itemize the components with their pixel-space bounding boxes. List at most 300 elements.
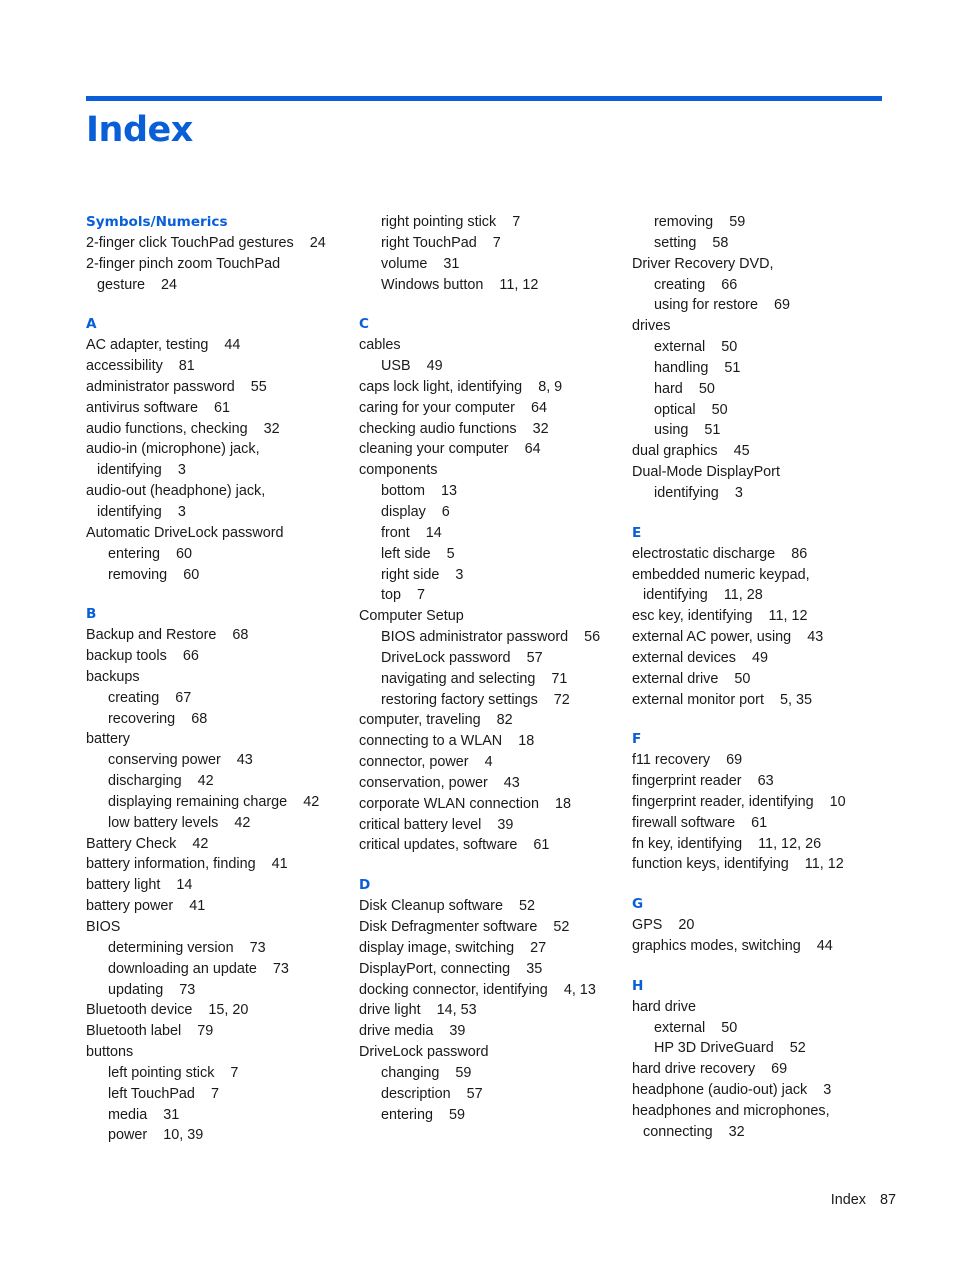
entry-page-refs: 39 — [497, 816, 514, 833]
index-subentry — [86, 565, 346, 586]
entry-page-refs: 42 — [192, 835, 209, 852]
entry-term: headphone (audio-out) jack — [632, 1082, 808, 1099]
entry-term: battery light — [86, 877, 161, 894]
entry-term: BIOS administrator password — [381, 629, 569, 646]
index-entry — [359, 606, 621, 627]
entry-page-refs: 72 — [553, 691, 570, 708]
entry-term: removing — [654, 214, 714, 230]
index-subentry — [359, 481, 621, 502]
entry-term: top — [381, 587, 402, 604]
index-entry — [632, 854, 894, 875]
entry-term: drive media — [359, 1023, 434, 1040]
index-entry — [86, 875, 346, 896]
entry-page-refs: 4, 13 — [563, 981, 596, 998]
entry-page-refs: 32 — [728, 1123, 745, 1140]
entry-term: volume — [381, 255, 428, 272]
index-subentry — [632, 233, 894, 254]
entry-page-refs: 81 — [178, 358, 195, 375]
index-entry — [359, 959, 621, 980]
index-subentry — [359, 254, 621, 275]
entry-term: using for restore — [654, 297, 758, 314]
entry-page-refs: 11, 28 — [723, 587, 763, 604]
entry-term: Computer Setup — [359, 608, 464, 625]
entry-term: creating — [654, 276, 706, 293]
index-entry — [86, 1000, 346, 1021]
entry-term: restoring factory settings — [381, 691, 538, 708]
index-entry — [86, 729, 346, 750]
entry-term: cleaning your computer — [359, 441, 509, 458]
entry-page-refs: 67 — [175, 689, 192, 706]
entry-term: identifying — [643, 587, 708, 604]
entry-term: connector, power — [359, 754, 469, 771]
index-subentry — [86, 1105, 346, 1126]
entry-page-refs: 61 — [213, 399, 230, 416]
entry-page-refs: 32 — [263, 420, 280, 437]
index-entry — [86, 1021, 346, 1042]
entry-term: connecting — [643, 1123, 713, 1140]
entry-term: navigating and selecting — [381, 670, 536, 687]
entry-term: antivirus software — [86, 399, 198, 416]
index-subentry — [632, 337, 894, 358]
index-subentry — [86, 771, 346, 792]
entry-term: hard drive — [632, 998, 696, 1015]
index-entry — [86, 335, 346, 356]
index-entry — [359, 938, 621, 959]
entry-page-refs: 41 — [271, 856, 288, 873]
index-entry — [632, 1080, 894, 1101]
entry-page-refs: 69 — [771, 1061, 788, 1078]
entry-term: identifying — [654, 484, 719, 501]
index-entry — [632, 792, 894, 813]
section-gap — [86, 295, 346, 314]
index-subentry — [359, 669, 621, 690]
entry-term: BIOS — [86, 919, 121, 935]
index-section-heading: Symbols/Numerics — [86, 214, 228, 230]
entry-page-refs: 52 — [553, 919, 570, 935]
entry-term: audio-out (headphone) jack, — [86, 483, 266, 500]
entry-term: display — [381, 503, 426, 520]
entry-term: power — [108, 1127, 148, 1144]
entry-page-refs: 44 — [224, 337, 241, 354]
index-subentry — [632, 275, 894, 296]
entry-term: backups — [86, 668, 140, 685]
entry-term: gesture — [97, 276, 145, 293]
index-subentry — [86, 980, 346, 1001]
entry-page-refs: 52 — [518, 898, 535, 915]
entry-term: cables — [359, 337, 401, 354]
index-subentry — [359, 502, 621, 523]
index-entry — [632, 544, 894, 565]
index-subentry — [632, 1038, 894, 1059]
entry-term: hard — [654, 380, 683, 397]
entry-page-refs: 43 — [503, 774, 520, 791]
entry-page-refs: 7 — [512, 214, 521, 230]
entry-term: downloading an update — [108, 960, 257, 977]
entry-page-refs: 69 — [726, 752, 743, 769]
entry-term: dual graphics — [632, 443, 718, 460]
entry-page-refs: 15, 20 — [208, 1002, 249, 1019]
entry-term: electrostatic discharge — [632, 545, 776, 562]
index-column-1 — [86, 212, 346, 1146]
index-entry — [632, 627, 894, 648]
entry-page-refs: 49 — [752, 649, 769, 666]
index-entry — [359, 980, 621, 1001]
index-subentry — [86, 750, 346, 771]
entry-term: conservation, power — [359, 774, 488, 791]
entry-page-refs: 7 — [417, 587, 426, 604]
index-entry — [359, 773, 621, 794]
entry-page-refs: 14 — [425, 524, 442, 541]
entry-term: setting — [654, 234, 697, 251]
entry-page-refs: 11, 12, 26 — [758, 835, 822, 852]
entry-page-refs: 5, 35 — [779, 691, 812, 708]
entry-term: embedded numeric keypad, — [632, 566, 810, 583]
entry-page-refs: 11, 12 — [499, 276, 539, 293]
index-entry — [359, 710, 621, 731]
entry-page-refs: 3 — [177, 462, 186, 479]
index-entry — [632, 690, 894, 711]
entry-term: removing — [108, 566, 168, 583]
entry-page-refs: 5 — [446, 545, 455, 562]
entry-term: caps lock light, identifying — [359, 378, 523, 395]
index-entry — [632, 936, 894, 957]
entry-page-refs: 59 — [449, 1106, 466, 1123]
entry-page-refs: 73 — [272, 960, 289, 977]
entry-term: audio-in (microphone) jack, — [86, 441, 260, 458]
index-subentry — [86, 544, 346, 565]
index-entry — [359, 1000, 621, 1021]
index-entry — [86, 917, 346, 938]
entry-term: displaying remaining charge — [108, 793, 288, 810]
entry-term: external — [654, 1019, 706, 1036]
entry-term: optical — [654, 401, 696, 418]
entry-page-refs: 73 — [179, 981, 196, 998]
entry-page-refs: 52 — [789, 1040, 806, 1057]
entry-term: creating — [108, 689, 160, 706]
index-entry — [359, 917, 621, 938]
index-subentry — [86, 813, 346, 834]
entry-term: checking audio functions — [359, 420, 517, 437]
entry-page-refs: 55 — [250, 378, 267, 395]
entry-term: left TouchPad — [108, 1085, 195, 1102]
entry-term: using — [654, 422, 689, 439]
entry-term: fn key, identifying — [632, 835, 743, 852]
entry-page-refs: 24 — [309, 234, 326, 251]
entry-page-refs: 4 — [484, 754, 493, 771]
entry-term: audio functions, checking — [86, 420, 248, 437]
entry-term: AC adapter, testing — [86, 337, 209, 354]
entry-term: caring for your computer — [359, 399, 515, 416]
index-entry — [632, 750, 894, 771]
index-entry — [632, 316, 894, 337]
entry-page-refs: 13 — [441, 483, 458, 500]
index-entry — [359, 835, 621, 856]
index-entry — [86, 667, 346, 688]
section-gap — [632, 504, 894, 523]
entry-term: right side — [381, 566, 440, 583]
index-entry — [359, 377, 621, 398]
index-entry — [632, 606, 894, 627]
entry-term: drives — [632, 318, 671, 335]
entry-term: esc key, identifying — [632, 608, 753, 625]
entry-term: left pointing stick — [108, 1064, 215, 1081]
section-gap — [632, 710, 894, 729]
entry-term: right TouchPad — [381, 234, 477, 251]
entry-page-refs: 10 — [829, 793, 846, 810]
index-subentry — [359, 1084, 621, 1105]
index-section-heading: F — [632, 731, 642, 748]
entry-page-refs: 44 — [816, 938, 833, 954]
entry-term: front — [381, 524, 410, 541]
index-subentry — [86, 938, 346, 959]
entry-term: corporate WLAN connection — [359, 795, 539, 812]
index-subentry — [359, 648, 621, 669]
entry-term: fingerprint reader, identifying — [632, 793, 814, 810]
index-subentry — [359, 690, 621, 711]
index-section-heading: B — [86, 606, 97, 623]
index-subentry — [359, 275, 621, 296]
footer-label: Index — [830, 1192, 866, 1208]
entry-term: GPS — [632, 917, 663, 934]
entry-page-refs: 66 — [182, 648, 199, 665]
entry-page-refs: 35 — [526, 960, 543, 977]
index-entry — [86, 646, 346, 667]
index-subentry — [359, 544, 621, 565]
index-entry — [632, 915, 894, 936]
entry-page-refs: 6 — [441, 503, 450, 520]
entry-term: determining version — [108, 939, 234, 956]
entry-page-refs: 59 — [455, 1064, 472, 1081]
index-subentry — [359, 585, 621, 606]
entry-term: battery power — [86, 898, 174, 915]
entry-term: f11 recovery — [632, 752, 711, 769]
entry-page-refs: 7 — [230, 1064, 239, 1081]
index-entry — [86, 1042, 346, 1063]
index-entry — [632, 771, 894, 792]
index-subentry — [359, 565, 621, 586]
entry-page-refs: 39 — [449, 1023, 466, 1040]
entry-page-refs: 61 — [751, 814, 768, 831]
entry-term: accessibility — [86, 358, 163, 375]
entry-page-refs: 20 — [678, 917, 695, 934]
entry-page-refs: 41 — [189, 898, 206, 915]
entry-page-refs: 66 — [721, 276, 738, 293]
entry-page-refs: 61 — [533, 837, 550, 854]
index-subentry — [86, 1084, 346, 1105]
entry-page-refs: 56 — [584, 629, 601, 646]
entry-page-refs: 24 — [161, 276, 178, 293]
entry-term: backup tools — [86, 648, 167, 665]
index-entry — [86, 481, 346, 502]
entry-page-refs: 42 — [234, 814, 251, 831]
index-entry — [86, 523, 346, 544]
index-subentry — [632, 358, 894, 379]
index-entry — [86, 419, 346, 440]
index-section-heading: E — [632, 524, 642, 541]
entry-term: battery information, finding — [86, 856, 256, 873]
entry-page-refs: 50 — [711, 401, 728, 418]
index-entry — [359, 896, 621, 917]
entry-page-refs: 64 — [530, 399, 547, 416]
entry-term: HP 3D DriveGuard — [654, 1040, 774, 1057]
index-entry — [359, 335, 621, 356]
entry-page-refs: 64 — [524, 441, 541, 458]
entry-page-refs: 14 — [176, 877, 193, 894]
entry-term: fingerprint reader — [632, 773, 742, 790]
entry-term: changing — [381, 1064, 440, 1081]
entry-page-refs: 11, 12 — [768, 608, 808, 625]
index-entry — [632, 813, 894, 834]
entry-term: display image, switching — [359, 939, 515, 956]
entry-page-refs: 71 — [551, 670, 568, 687]
entry-term: external monitor port — [632, 691, 764, 708]
entry-page-refs: 82 — [496, 712, 513, 729]
entry-term: entering — [108, 545, 161, 562]
entry-page-refs: 86 — [791, 545, 808, 562]
entry-term: handling — [654, 359, 709, 376]
index-subentry — [632, 295, 894, 316]
entry-page-refs: 8, 9 — [538, 378, 563, 395]
entry-page-refs: 60 — [176, 545, 193, 562]
index-subentry — [632, 483, 894, 504]
index-entry — [632, 1101, 894, 1122]
index-subentry — [86, 792, 346, 813]
index-entry — [86, 854, 346, 875]
section-gap — [86, 585, 346, 604]
index-entry — [359, 1042, 621, 1063]
entry-term: identifying — [97, 503, 162, 520]
title-rule — [86, 96, 882, 101]
entry-term: Bluetooth device — [86, 1002, 193, 1019]
section-gap — [632, 957, 894, 976]
entry-term: components — [359, 462, 438, 479]
page-number: 87 — [879, 1192, 896, 1208]
index-subentry — [359, 233, 621, 254]
entry-page-refs: 31 — [163, 1106, 180, 1123]
index-entry — [86, 398, 346, 419]
entry-term: right pointing stick — [381, 214, 497, 230]
entry-term: external — [654, 339, 706, 356]
index-subentry — [632, 212, 894, 233]
entry-term: computer, traveling — [359, 712, 481, 729]
entry-term: battery — [86, 731, 130, 748]
entry-term: low battery levels — [108, 814, 219, 831]
entry-term: conserving power — [108, 752, 221, 769]
entry-term: DisplayPort, connecting — [359, 960, 511, 977]
entry-page-refs: 68 — [232, 627, 249, 644]
entry-page-refs: 42 — [197, 773, 214, 790]
entry-term: headphones and microphones, — [632, 1102, 830, 1119]
entry-page-refs: 50 — [721, 1019, 738, 1036]
index-subentry — [359, 212, 621, 233]
entry-term: critical battery level — [359, 816, 482, 833]
entry-page-refs: 73 — [249, 939, 266, 956]
index-entry — [359, 815, 621, 836]
index-subentry — [359, 356, 621, 377]
index-entry — [86, 625, 346, 646]
entry-term: updating — [108, 981, 164, 998]
index-entry-continuation — [86, 460, 346, 481]
entry-term: external AC power, using — [632, 629, 792, 646]
entry-page-refs: 45 — [733, 443, 750, 460]
index-entry — [86, 254, 346, 275]
index-subentry — [359, 1063, 621, 1084]
entry-page-refs: 14, 53 — [436, 1002, 477, 1019]
entry-term: USB — [381, 358, 411, 375]
index-entry — [359, 460, 621, 481]
index-entry — [632, 254, 894, 275]
entry-page-refs: 57 — [466, 1085, 483, 1102]
entry-page-refs: 3 — [823, 1082, 832, 1099]
index-section-heading: A — [86, 316, 97, 333]
index-column-2 — [359, 212, 621, 1125]
index-entry — [359, 419, 621, 440]
entry-term: drive light — [359, 1002, 421, 1019]
index-entry — [86, 377, 346, 398]
index-subentry — [86, 688, 346, 709]
index-entry — [86, 439, 346, 460]
entry-term: 2-finger click TouchPad gestures — [86, 234, 294, 251]
index-subentry — [86, 1125, 346, 1146]
entry-page-refs: 27 — [530, 939, 547, 956]
entry-term: Disk Defragmenter software — [359, 919, 538, 935]
entry-page-refs: 31 — [443, 255, 460, 272]
entry-term: DriveLock password — [381, 649, 511, 666]
section-gap — [359, 856, 621, 875]
entry-term: Dual-Mode DisplayPort — [632, 464, 780, 481]
index-subentry — [632, 400, 894, 421]
index-subentry — [86, 1063, 346, 1084]
index-entry — [632, 1059, 894, 1080]
entry-page-refs: 79 — [197, 1023, 214, 1040]
entry-page-refs: 50 — [721, 339, 738, 356]
entry-page-refs: 60 — [183, 566, 200, 583]
entry-term: critical updates, software — [359, 837, 518, 854]
entry-term: 2-finger pinch zoom TouchPad — [86, 255, 281, 272]
entry-page-refs: 7 — [492, 234, 501, 251]
index-column-3 — [632, 212, 894, 1143]
index-entry — [86, 356, 346, 377]
entry-term: Automatic DriveLock password — [86, 524, 284, 541]
entry-term: external devices — [632, 649, 736, 666]
index-entry-continuation — [86, 502, 346, 523]
index-subentry — [359, 627, 621, 648]
page-footer — [831, 1192, 896, 1208]
entry-page-refs: 3 — [734, 484, 743, 501]
index-entry — [632, 565, 894, 586]
entry-term: description — [381, 1085, 451, 1102]
index-subentry — [632, 1018, 894, 1039]
entry-page-refs: 18 — [518, 733, 535, 750]
entry-page-refs: 42 — [303, 793, 320, 810]
index-entry-continuation — [86, 275, 346, 296]
entry-page-refs: 11, 12 — [804, 856, 844, 873]
entry-page-refs: 43 — [807, 629, 824, 646]
entry-term: Bluetooth label — [86, 1023, 182, 1040]
entry-page-refs: 63 — [757, 773, 774, 790]
index-section-heading: C — [359, 316, 369, 333]
index-entry — [632, 669, 894, 690]
entry-term: identifying — [97, 462, 162, 479]
entry-page-refs: 51 — [704, 422, 721, 439]
index-entry — [632, 441, 894, 462]
index-subentry — [86, 709, 346, 730]
index-entry-continuation — [632, 1122, 894, 1143]
entry-page-refs: 50 — [734, 670, 751, 687]
entry-page-refs: 59 — [729, 214, 746, 230]
index-section-heading: D — [359, 877, 371, 894]
index-section-heading: H — [632, 977, 644, 994]
